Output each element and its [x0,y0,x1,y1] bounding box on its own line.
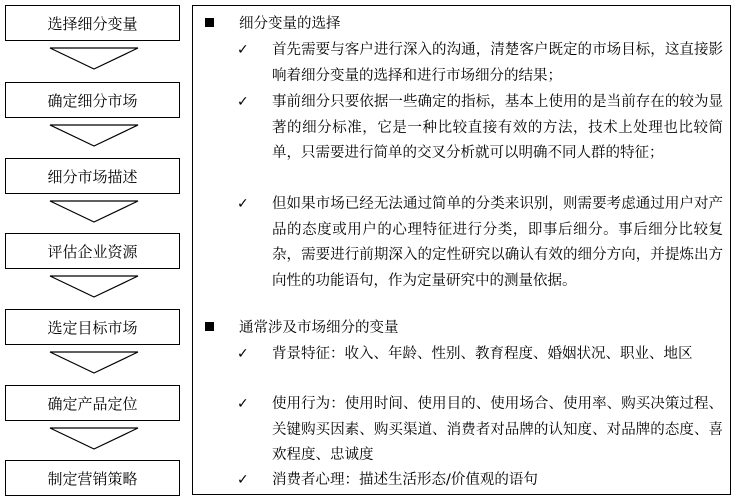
section-heading: 细分变量的选择 [205,12,341,37]
description-panel [192,5,731,495]
flow-step-7: 制定营销策略 [5,460,180,496]
down-arrow-icon [49,275,139,299]
down-arrow-icon [49,427,139,451]
flow-step-2: 确定细分市场 [5,82,180,118]
square-bullet-icon [205,18,214,27]
section-heading: 通常涉及市场细分的变量 [205,316,399,341]
checkmark-icon: ✓ [237,396,249,412]
flow-step-4: 评估企业资源 [5,233,180,269]
flow-step-5: 选定目标市场 [5,309,180,345]
list-item: ✓ 使用行为：使用时间、使用目的、使用场合、使用率、购买决策过程、关键购买因素、购买渠道、消费者对品牌的认知度、对品牌的态度、喜欢程度、忠诚度 [237,392,723,469]
list-item: ✓ 消费者心理：描述生活形态/价值观的语句 [237,468,723,494]
list-item: ✓ 首先需要与客户进行深入的沟通，清楚客户既定的市场目标，这直接影响着细分变量的选择和进行市场细分的结果； [237,38,723,89]
list-item: ✓ 但如果市场已经无法通过简单的分类来识别，则需要考虑通过用户对产品的态度或用户的心理特征进行分类，即事后细分。事后细分比较复杂，需要进行前期深入的定性研究以确认有效的细分方向，并提炼出方向性的功能语句，作为定量研究中的测量依据。 [237,192,723,294]
list-item: ✓ 事前细分只要依据一些确定的指标，基本上使用的是当前存在的较为显著的细分标准，它是一种比较直接有效的方法，技术上处理也比较简单，只需要进行简单的交叉分析就可以明确不同人群的特征； [237,90,723,167]
down-arrow-icon [49,124,139,148]
flow-step-6: 确定产品定位 [5,385,180,421]
list-item: ✓ 背景特征：收入、年龄、性别、教育程度、婚姻状况、职业、地区 [237,342,723,368]
checkmark-icon: ✓ [237,346,249,362]
down-arrow-icon [49,351,139,375]
down-arrow-icon [49,200,139,224]
square-bullet-icon [205,322,214,331]
checkmark-icon: ✓ [237,196,249,212]
checkmark-icon: ✓ [237,42,249,58]
down-arrow-icon [49,47,139,71]
checkmark-icon: ✓ [237,94,249,110]
flow-step-3: 细分市场描述 [5,158,180,194]
flow-step-1: 选择细分变量 [5,5,180,41]
checkmark-icon: ✓ [237,472,249,488]
